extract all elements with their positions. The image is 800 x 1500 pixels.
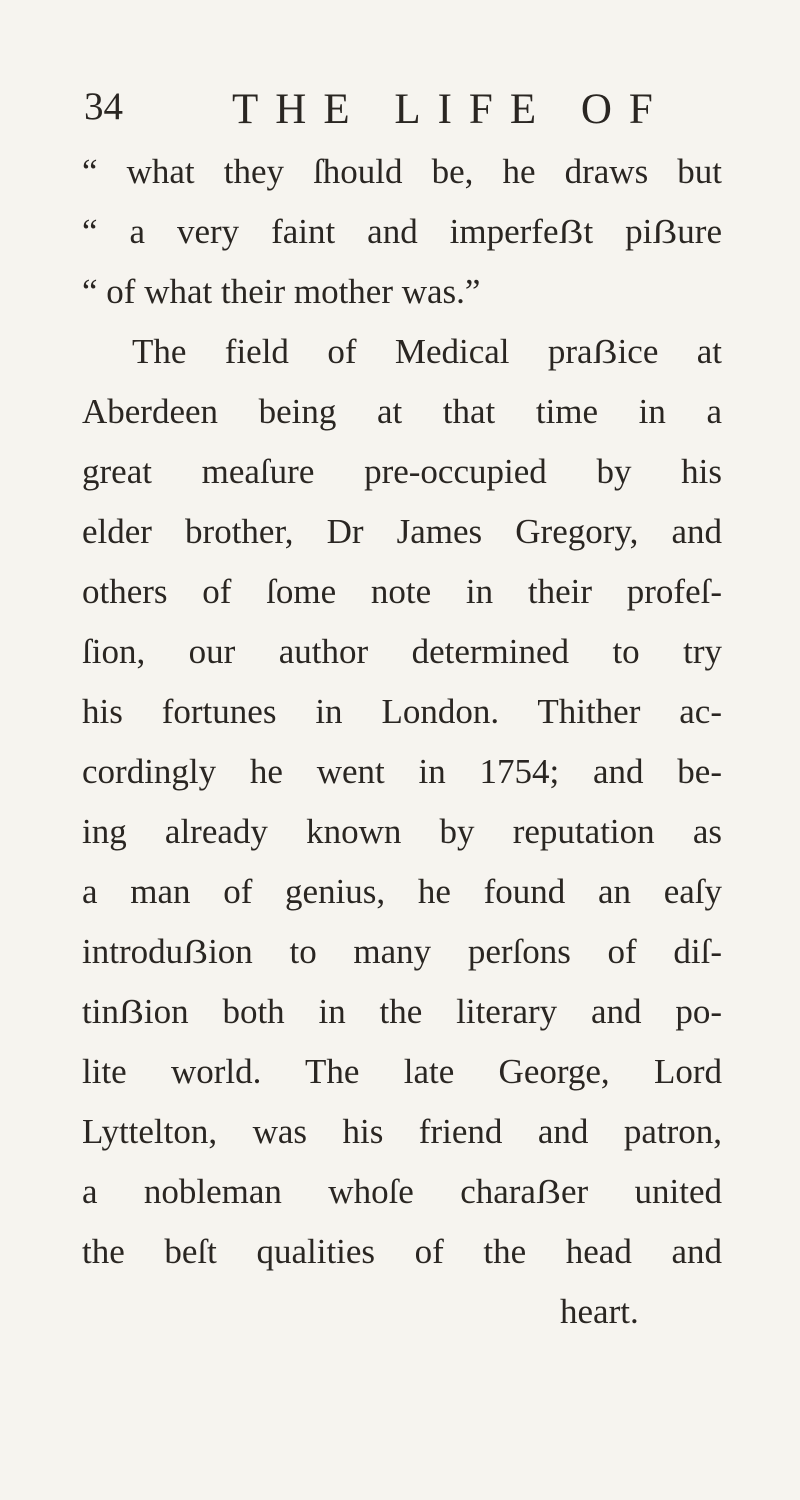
- text-line-4: The field of Medical praẞice at: [132, 332, 722, 371]
- text-line-3: “ of what their mother was.”: [82, 272, 481, 311]
- text-line-16: lite world. The late George, Lord: [82, 1052, 722, 1091]
- text-line-20: heart.: [560, 1292, 639, 1331]
- text-line-18: a nobleman whoſe charaẞer united: [82, 1172, 722, 1211]
- text-line-2: “ a very faint and imperfeẞt piẞure: [82, 212, 722, 251]
- text-line-11: cordingly he went in 1754; and be-: [82, 752, 722, 791]
- text-line-19: the beſt qualities of the head and: [82, 1232, 722, 1271]
- page-header: [0, 0, 800, 140]
- text-line-12: ing already known by reputation as: [82, 812, 722, 851]
- text-line-7: elder brother, Dr James Gregory, and: [82, 512, 722, 551]
- text-line-17: Lyttelton, was his friend and patron,: [82, 1112, 722, 1151]
- page-number: 34: [84, 85, 123, 128]
- text-line-14: introduẞion to many perſons of diſ-: [82, 932, 722, 971]
- text-line-9: ſion, our author determined to try: [82, 632, 722, 671]
- running-head: THE LIFE OF: [232, 86, 670, 133]
- text-line-13: a man of genius, he found an eaſy: [82, 872, 722, 911]
- text-line-6: great meaſure pre-occupied by his: [82, 452, 722, 491]
- text-line-1: “ what they ſhould be, he draws but: [82, 152, 722, 191]
- body-text: [82, 142, 722, 1362]
- text-line-15: tinẞion both in the literary and po-: [82, 992, 722, 1031]
- text-line-10: his fortunes in London. Thither ac-: [82, 692, 722, 731]
- text-line-8: others of ſome note in their profeſ-: [82, 572, 722, 611]
- text-line-5: Aberdeen being at that time in a: [82, 392, 722, 431]
